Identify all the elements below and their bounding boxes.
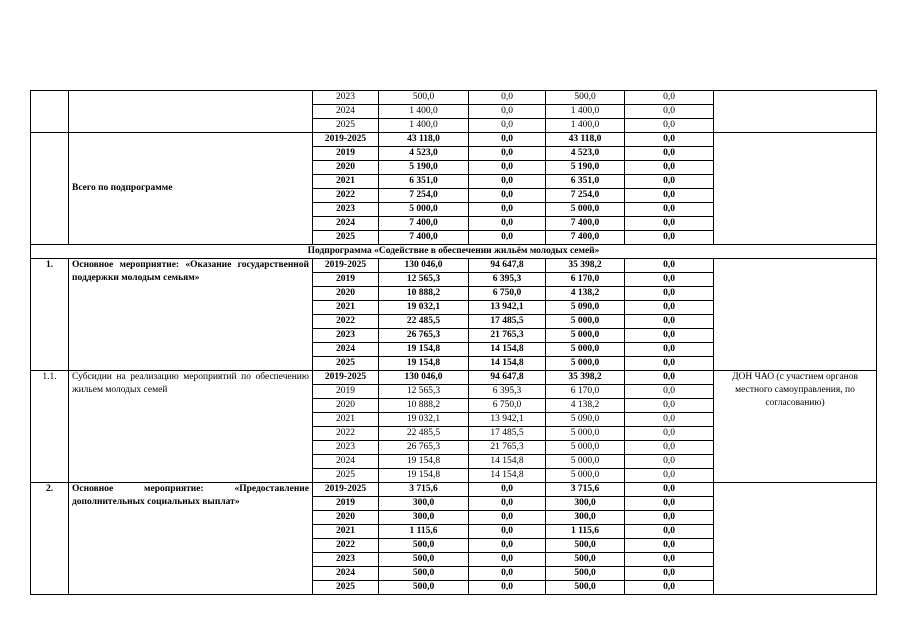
other-sources-cell: 0,0 <box>625 497 714 511</box>
total-amount-cell: 26 765,3 <box>379 441 469 455</box>
other-sources-cell: 0,0 <box>625 371 714 385</box>
federal-budget-cell: 0,0 <box>469 203 546 217</box>
activity-name: Субсидии на реализацию мероприятий по обеспечению жильем молодых семей <box>69 371 313 483</box>
federal-budget-cell: 13 942,1 <box>469 413 546 427</box>
regional-budget-cell: 500,0 <box>546 553 625 567</box>
year-cell: 2023 <box>313 91 379 105</box>
table-body <box>31 91 877 595</box>
total-amount-cell: 300,0 <box>379 511 469 525</box>
year-cell: 2020 <box>313 161 379 175</box>
year-cell: 2025 <box>313 581 379 595</box>
total-amount-cell: 500,0 <box>379 581 469 595</box>
other-sources-cell: 0,0 <box>625 413 714 427</box>
table-row <box>31 371 877 385</box>
total-amount-cell: 10 888,2 <box>379 399 469 413</box>
regional-budget-cell: 5 000,0 <box>546 343 625 357</box>
year-cell: 2019 <box>313 497 379 511</box>
other-sources-cell: 0,0 <box>625 287 714 301</box>
regional-budget-cell: 300,0 <box>546 511 625 525</box>
year-cell: 2019 <box>313 273 379 287</box>
total-amount-cell: 7 254,0 <box>379 189 469 203</box>
other-sources-cell: 0,0 <box>625 301 714 315</box>
regional-budget-cell: 4 138,2 <box>546 399 625 413</box>
year-cell: 2021 <box>313 175 379 189</box>
federal-budget-cell: 6 750,0 <box>469 287 546 301</box>
total-amount-cell: 3 715,6 <box>379 483 469 497</box>
regional-budget-cell: 35 398,2 <box>546 371 625 385</box>
regional-budget-cell: 5 000,0 <box>546 427 625 441</box>
year-cell: 2019 <box>313 147 379 161</box>
other-sources-cell: 0,0 <box>625 455 714 469</box>
executor-cell <box>714 483 877 595</box>
year-cell: 2021 <box>313 413 379 427</box>
regional-budget-cell: 6 170,0 <box>546 273 625 287</box>
number-cell <box>31 133 69 245</box>
other-sources-cell: 0,0 <box>625 315 714 329</box>
table-row <box>31 259 877 273</box>
total-amount-cell: 300,0 <box>379 497 469 511</box>
regional-budget-cell: 1 400,0 <box>546 119 625 133</box>
federal-budget-cell: 0,0 <box>469 189 546 203</box>
program-funding-table <box>30 90 877 595</box>
total-amount-cell: 500,0 <box>379 91 469 105</box>
regional-budget-cell: 3 715,6 <box>546 483 625 497</box>
other-sources-cell: 0,0 <box>625 581 714 595</box>
total-amount-cell: 4 523,0 <box>379 147 469 161</box>
total-amount-cell: 1 115,6 <box>379 525 469 539</box>
executor-cell: ДОН ЧАО (с участием органов местного самоуправления, по согласованию) <box>714 371 877 483</box>
year-cell: 2022 <box>313 315 379 329</box>
other-sources-cell: 0,0 <box>625 231 714 245</box>
executor-cell <box>714 91 877 133</box>
total-amount-cell: 500,0 <box>379 553 469 567</box>
regional-budget-cell: 35 398,2 <box>546 259 625 273</box>
regional-budget-cell: 7 254,0 <box>546 189 625 203</box>
other-sources-cell: 0,0 <box>625 105 714 119</box>
regional-budget-cell: 500,0 <box>546 581 625 595</box>
total-amount-cell: 5 000,0 <box>379 203 469 217</box>
executor-cell <box>714 259 877 371</box>
regional-budget-cell: 5 000,0 <box>546 469 625 483</box>
federal-budget-cell: 0,0 <box>469 91 546 105</box>
total-amount-cell: 43 118,0 <box>379 133 469 147</box>
regional-budget-cell: 5 000,0 <box>546 329 625 343</box>
federal-budget-cell: 0,0 <box>469 231 546 245</box>
regional-budget-cell: 43 118,0 <box>546 133 625 147</box>
activity-number: 1.1. <box>31 371 69 483</box>
federal-budget-cell: 0,0 <box>469 147 546 161</box>
federal-budget-cell: 6 395,3 <box>469 385 546 399</box>
other-sources-cell: 0,0 <box>625 567 714 581</box>
year-cell: 2024 <box>313 343 379 357</box>
activity-name-cell <box>69 91 313 133</box>
total-amount-cell: 19 154,8 <box>379 343 469 357</box>
federal-budget-cell: 0,0 <box>469 175 546 189</box>
year-cell: 2023 <box>313 329 379 343</box>
regional-budget-cell: 5 190,0 <box>546 161 625 175</box>
other-sources-cell: 0,0 <box>625 385 714 399</box>
year-cell: 2022 <box>313 427 379 441</box>
total-amount-cell: 19 154,8 <box>379 357 469 371</box>
regional-budget-cell: 4 523,0 <box>546 147 625 161</box>
year-cell: 2019 <box>313 385 379 399</box>
total-amount-cell: 12 565,3 <box>379 385 469 399</box>
other-sources-cell: 0,0 <box>625 147 714 161</box>
total-amount-cell: 10 888,2 <box>379 287 469 301</box>
federal-budget-cell: 14 154,8 <box>469 469 546 483</box>
other-sources-cell: 0,0 <box>625 161 714 175</box>
total-amount-cell: 26 765,3 <box>379 329 469 343</box>
federal-budget-cell: 14 154,8 <box>469 455 546 469</box>
total-amount-cell: 12 565,3 <box>379 273 469 287</box>
federal-budget-cell: 94 647,8 <box>469 259 546 273</box>
total-amount-cell: 19 032,1 <box>379 413 469 427</box>
year-cell: 2025 <box>313 231 379 245</box>
year-cell: 2024 <box>313 455 379 469</box>
year-cell: 2024 <box>313 217 379 231</box>
federal-budget-cell: 6 750,0 <box>469 399 546 413</box>
regional-budget-cell: 5 000,0 <box>546 203 625 217</box>
regional-budget-cell: 500,0 <box>546 91 625 105</box>
year-cell: 2022 <box>313 539 379 553</box>
regional-budget-cell: 5 000,0 <box>546 315 625 329</box>
year-cell: 2021 <box>313 525 379 539</box>
regional-budget-cell: 6 351,0 <box>546 175 625 189</box>
regional-budget-cell: 4 138,2 <box>546 287 625 301</box>
federal-budget-cell: 0,0 <box>469 511 546 525</box>
total-amount-cell: 1 400,0 <box>379 119 469 133</box>
other-sources-cell: 0,0 <box>625 469 714 483</box>
federal-budget-cell: 14 154,8 <box>469 357 546 371</box>
federal-budget-cell: 17 485,5 <box>469 315 546 329</box>
other-sources-cell: 0,0 <box>625 399 714 413</box>
other-sources-cell: 0,0 <box>625 329 714 343</box>
number-cell <box>31 91 69 133</box>
year-cell: 2023 <box>313 441 379 455</box>
table-row <box>31 483 877 497</box>
other-sources-cell: 0,0 <box>625 553 714 567</box>
year-cell: 2022 <box>313 189 379 203</box>
federal-budget-cell: 0,0 <box>469 161 546 175</box>
year-cell: 2020 <box>313 287 379 301</box>
other-sources-cell: 0,0 <box>625 539 714 553</box>
federal-budget-cell: 0,0 <box>469 133 546 147</box>
federal-budget-cell: 0,0 <box>469 217 546 231</box>
federal-budget-cell: 17 485,5 <box>469 427 546 441</box>
federal-budget-cell: 0,0 <box>469 525 546 539</box>
total-amount-cell: 19 154,8 <box>379 455 469 469</box>
regional-budget-cell: 500,0 <box>546 567 625 581</box>
total-amount-cell: 500,0 <box>379 567 469 581</box>
regional-budget-cell: 1 115,6 <box>546 525 625 539</box>
section-title: Подпрограмма «Содействие в обеспечении жильём молодых семей» <box>31 245 877 259</box>
year-cell: 2019-2025 <box>313 483 379 497</box>
other-sources-cell: 0,0 <box>625 217 714 231</box>
year-cell: 2019-2025 <box>313 259 379 273</box>
other-sources-cell: 0,0 <box>625 133 714 147</box>
federal-budget-cell: 0,0 <box>469 539 546 553</box>
federal-budget-cell: 6 395,3 <box>469 273 546 287</box>
other-sources-cell: 0,0 <box>625 119 714 133</box>
activity-number: 2. <box>31 483 69 595</box>
other-sources-cell: 0,0 <box>625 511 714 525</box>
federal-budget-cell: 0,0 <box>469 483 546 497</box>
other-sources-cell: 0,0 <box>625 189 714 203</box>
activity-name: Основное мероприятие: «Оказание государственной поддержки молодым семьям» <box>69 259 313 371</box>
federal-budget-cell: 14 154,8 <box>469 343 546 357</box>
other-sources-cell: 0,0 <box>625 427 714 441</box>
regional-budget-cell: 5 090,0 <box>546 301 625 315</box>
federal-budget-cell: 0,0 <box>469 119 546 133</box>
total-amount-cell: 7 400,0 <box>379 217 469 231</box>
regional-budget-cell: 6 170,0 <box>546 385 625 399</box>
federal-budget-cell: 94 647,8 <box>469 371 546 385</box>
year-cell: 2024 <box>313 105 379 119</box>
table-row <box>31 133 877 147</box>
total-amount-cell: 22 485,5 <box>379 427 469 441</box>
total-amount-cell: 5 190,0 <box>379 161 469 175</box>
total-amount-cell: 130 046,0 <box>379 259 469 273</box>
regional-budget-cell: 5 000,0 <box>546 455 625 469</box>
subprogram-total-label: Всего по подпрограмме <box>69 133 313 245</box>
regional-budget-cell: 300,0 <box>546 497 625 511</box>
federal-budget-cell: 13 942,1 <box>469 301 546 315</box>
year-cell: 2025 <box>313 469 379 483</box>
federal-budget-cell: 0,0 <box>469 553 546 567</box>
federal-budget-cell: 0,0 <box>469 497 546 511</box>
total-amount-cell: 130 046,0 <box>379 371 469 385</box>
table-row <box>31 91 877 105</box>
other-sources-cell: 0,0 <box>625 259 714 273</box>
federal-budget-cell: 0,0 <box>469 581 546 595</box>
other-sources-cell: 0,0 <box>625 441 714 455</box>
regional-budget-cell: 7 400,0 <box>546 217 625 231</box>
other-sources-cell: 0,0 <box>625 343 714 357</box>
year-cell: 2020 <box>313 399 379 413</box>
federal-budget-cell: 21 765,3 <box>469 329 546 343</box>
year-cell: 2019-2025 <box>313 371 379 385</box>
total-amount-cell: 6 351,0 <box>379 175 469 189</box>
total-amount-cell: 1 400,0 <box>379 105 469 119</box>
year-cell: 2020 <box>313 511 379 525</box>
other-sources-cell: 0,0 <box>625 525 714 539</box>
other-sources-cell: 0,0 <box>625 483 714 497</box>
other-sources-cell: 0,0 <box>625 357 714 371</box>
federal-budget-cell: 21 765,3 <box>469 441 546 455</box>
year-cell: 2025 <box>313 357 379 371</box>
activity-number: 1. <box>31 259 69 371</box>
activity-name: Основное мероприятие: «Предоставление дополнительных социальных выплат» <box>69 483 313 595</box>
year-cell: 2024 <box>313 567 379 581</box>
year-cell: 2019-2025 <box>313 133 379 147</box>
regional-budget-cell: 5 000,0 <box>546 357 625 371</box>
regional-budget-cell: 500,0 <box>546 539 625 553</box>
total-amount-cell: 7 400,0 <box>379 231 469 245</box>
regional-budget-cell: 1 400,0 <box>546 105 625 119</box>
federal-budget-cell: 0,0 <box>469 105 546 119</box>
regional-budget-cell: 5 000,0 <box>546 441 625 455</box>
total-amount-cell: 22 485,5 <box>379 315 469 329</box>
other-sources-cell: 0,0 <box>625 273 714 287</box>
total-amount-cell: 19 154,8 <box>379 469 469 483</box>
total-amount-cell: 500,0 <box>379 539 469 553</box>
year-cell: 2021 <box>313 301 379 315</box>
regional-budget-cell: 7 400,0 <box>546 231 625 245</box>
year-cell: 2025 <box>313 119 379 133</box>
other-sources-cell: 0,0 <box>625 203 714 217</box>
regional-budget-cell: 5 090,0 <box>546 413 625 427</box>
total-amount-cell: 19 032,1 <box>379 301 469 315</box>
other-sources-cell: 0,0 <box>625 91 714 105</box>
other-sources-cell: 0,0 <box>625 175 714 189</box>
federal-budget-cell: 0,0 <box>469 567 546 581</box>
executor-cell <box>714 133 877 245</box>
section-heading-row <box>31 245 877 259</box>
year-cell: 2023 <box>313 203 379 217</box>
year-cell: 2023 <box>313 553 379 567</box>
